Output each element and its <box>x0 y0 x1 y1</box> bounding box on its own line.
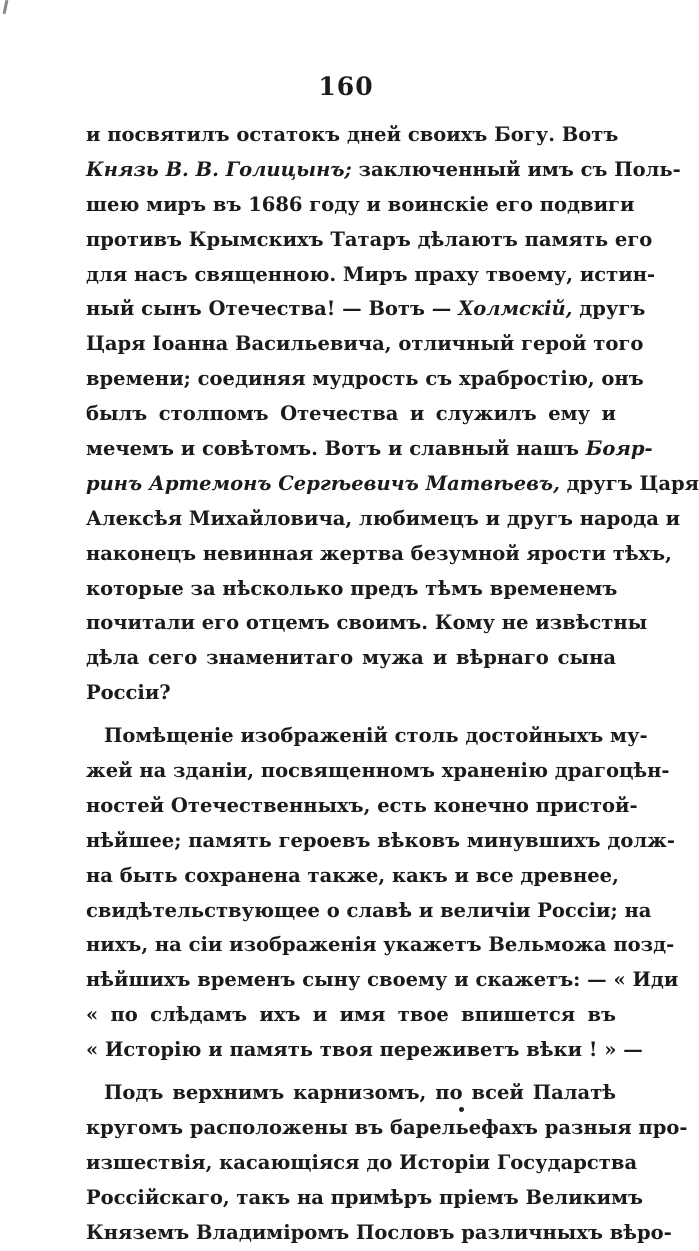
text-line <box>86 467 699 502</box>
text-line: наконецъ невинная жертва безумной ярости тѣхъ, <box>86 541 672 565</box>
text-fragment: ный сынъ Отечества! — Вотъ — <box>86 297 459 321</box>
text-line <box>86 153 681 188</box>
text-line: Россійскаго, такъ на примѣръ пріемъ Великимъ <box>86 1185 644 1209</box>
person-name: ринъ Артемонъ Сергѣевичъ Матвѣевъ, <box>86 471 560 495</box>
text-line: нихъ, на сіи изображенія укажетъ Вельможа позд- <box>86 933 675 957</box>
paragraph-start-line: Подъ верхнимъ карнизомъ, по всей Палатѣ <box>104 1081 616 1105</box>
text-line: нѣйшее; память героевъ вѣковъ минувшихъ долж- <box>86 828 675 852</box>
text-line: которые за нѣсколько предъ тѣмъ временемъ <box>86 576 618 600</box>
text-fragment: другъ Царя <box>559 471 699 495</box>
text-line: шею миръ въ 1686 году и воинскіе его подвиги <box>86 192 635 216</box>
text-line: ностей Отечественныхъ, есть конечно пристой- <box>86 793 638 817</box>
corner-scan-mark <box>3 0 9 14</box>
text-line <box>86 432 653 467</box>
text-line: былъ столпомъ Отечества и служилъ ему и <box>86 402 616 426</box>
page-number: 160 <box>318 72 374 101</box>
text-line: свидѣтельствующее о славѣ и величіи Россіи; на <box>86 898 652 922</box>
text-line: Алексѣя Михайловича, любимецъ и другъ народа и <box>86 506 681 530</box>
text-line: и посвятилъ остатокъ дней своихъ Богу. Вотъ <box>86 123 619 146</box>
person-name: Бояр- <box>585 437 653 461</box>
text-fragment: мечемъ и совѣтомъ. Вотъ и славный нашъ <box>86 437 586 461</box>
paragraph-start-line: Помѣщеніе изображеній столь достойныхъ му- <box>104 724 648 748</box>
body-text <box>86 118 699 1251</box>
text-line: « по слѣдамъ ихъ и имя твое впишется въ <box>86 1003 616 1027</box>
text-line: Царя Іоанна Васильевича, отличный герой того <box>86 332 644 356</box>
text-line: дѣла сего знаменитаго мужа и вѣрнаго сына <box>86 646 616 670</box>
text-line: противъ Крымскихъ Татаръ дѣлаютъ память его <box>86 227 653 251</box>
text-line: на быть сохранена также, какъ и все древнее, <box>86 863 619 887</box>
text-line: Россіи? <box>86 681 171 705</box>
text-line: времени; соединяя мудрость съ храбростію, онъ <box>86 367 644 391</box>
text-line: изшествія, касающіяся до Исторіи Государства <box>86 1150 638 1174</box>
person-name: Холмскій, <box>458 297 573 321</box>
text-fragment: заключенный имъ съ Поль- <box>351 157 681 181</box>
ink-dot <box>459 1107 464 1112</box>
text-line <box>86 292 646 327</box>
text-line: кругомъ расположены въ барельефахъ разныя про- <box>86 1115 688 1139</box>
text-line: нѣйшихъ временъ сыну своему и скажетъ: — « Иди <box>86 968 679 992</box>
text-fragment: другъ <box>572 297 646 321</box>
text-line: Княземъ Владиміромъ Пословъ различныхъ вѣро- <box>86 1220 672 1244</box>
person-name: Князь В. В. Голицынъ; <box>86 157 352 181</box>
text-line: для насъ священною. Миръ праху твоему, истин- <box>86 262 656 286</box>
text-line: почитали его отцемъ своимъ. Кому не извѣстны <box>86 611 648 635</box>
text-line: жей на зданіи, посвященномъ храненію драгоцѣн- <box>86 759 670 783</box>
text-line: « Исторію и память твоя переживетъ вѣки ! » — <box>86 1038 643 1062</box>
